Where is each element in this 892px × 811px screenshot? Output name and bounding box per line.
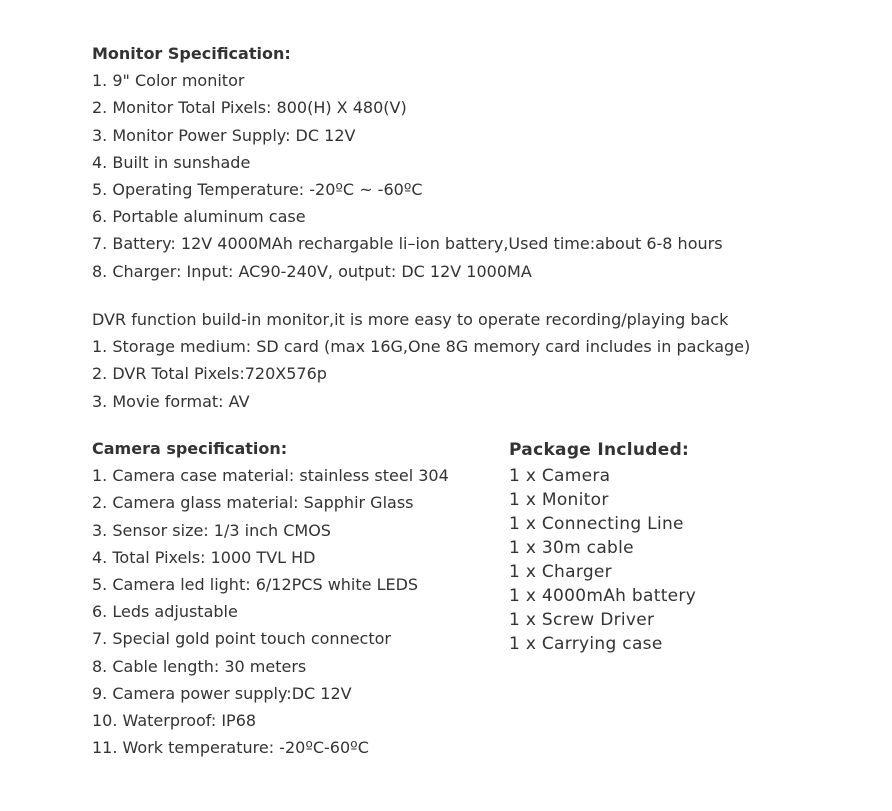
- camera-specification-section: [92, 435, 449, 761]
- monitor-spec-item: 5. Operating Temperature: -20ºC ~ -60ºC: [92, 180, 423, 200]
- monitor-spec-item: 6. Portable aluminum case: [92, 207, 306, 227]
- camera-spec-item: 6. Leds adjustable: [92, 602, 238, 622]
- camera-spec-item: 8. Cable length: 30 meters: [92, 656, 307, 676]
- camera-spec-item: 7. Special gold point touch connector: [92, 629, 391, 649]
- dvr-spec-item: 1. Storage medium: SD card (max 16G,One 8G memory card includes in package): [92, 337, 751, 357]
- camera-spec-item: 1. Camera case material: stainless steel 304: [92, 466, 449, 486]
- monitor-spec-item: 3. Monitor Power Supply: DC 12V: [92, 125, 356, 145]
- package-item: 1 x 30m cable: [509, 538, 634, 558]
- monitor-spec-item: 1. 9" Color monitor: [92, 71, 245, 91]
- monitor-specification-heading: Monitor Specification:: [92, 44, 291, 63]
- camera-spec-item: 5. Camera led light: 6/12PCS white LEDS: [92, 575, 419, 595]
- monitor-specification-section: [92, 40, 723, 285]
- dvr-intro-text: DVR function build-in monitor,it is more easy to operate recording/playing back: [92, 310, 729, 329]
- monitor-spec-item: 7. Battery: 12V 4000MAh rechargable li–ion battery,Used time:about 6-8 hours: [92, 234, 723, 254]
- package-included-heading: Package Included:: [509, 440, 690, 460]
- camera-spec-item: 9. Camera power supply:DC 12V: [92, 683, 352, 703]
- camera-spec-item: 2. Camera glass material: Sapphir Glass: [92, 493, 414, 513]
- monitor-spec-item: 4. Built in sunshade: [92, 152, 251, 172]
- package-item: 1 x Monitor: [509, 490, 609, 510]
- dvr-spec-item: 2. DVR Total Pixels:720X576p: [92, 364, 327, 384]
- package-item: 1 x 4000mAh battery: [509, 586, 697, 606]
- package-item: 1 x Screw Driver: [509, 610, 655, 630]
- monitor-spec-item: 8. Charger: Input: AC90-240V, output: DC 12V 1000MA: [92, 261, 532, 281]
- camera-spec-item: 3. Sensor size: 1/3 inch CMOS: [92, 520, 331, 540]
- package-item: 1 x Carrying case: [509, 634, 663, 654]
- package-included-section: [509, 438, 696, 656]
- dvr-function-section: [92, 306, 750, 415]
- camera-specification-heading: Camera specification:: [92, 439, 288, 458]
- camera-spec-item: 10. Waterproof: IP68: [92, 711, 257, 731]
- package-item: 1 x Camera: [509, 466, 611, 486]
- camera-spec-item: 4. Total Pixels: 1000 TVL HD: [92, 547, 316, 567]
- package-item: 1 x Connecting Line: [509, 514, 684, 534]
- package-item: 1 x Charger: [509, 562, 612, 582]
- monitor-spec-item: 2. Monitor Total Pixels: 800(H) X 480(V): [92, 98, 407, 118]
- camera-spec-item: 11. Work temperature: -20ºC-60ºC: [92, 738, 369, 758]
- dvr-spec-item: 3. Movie format: AV: [92, 391, 250, 411]
